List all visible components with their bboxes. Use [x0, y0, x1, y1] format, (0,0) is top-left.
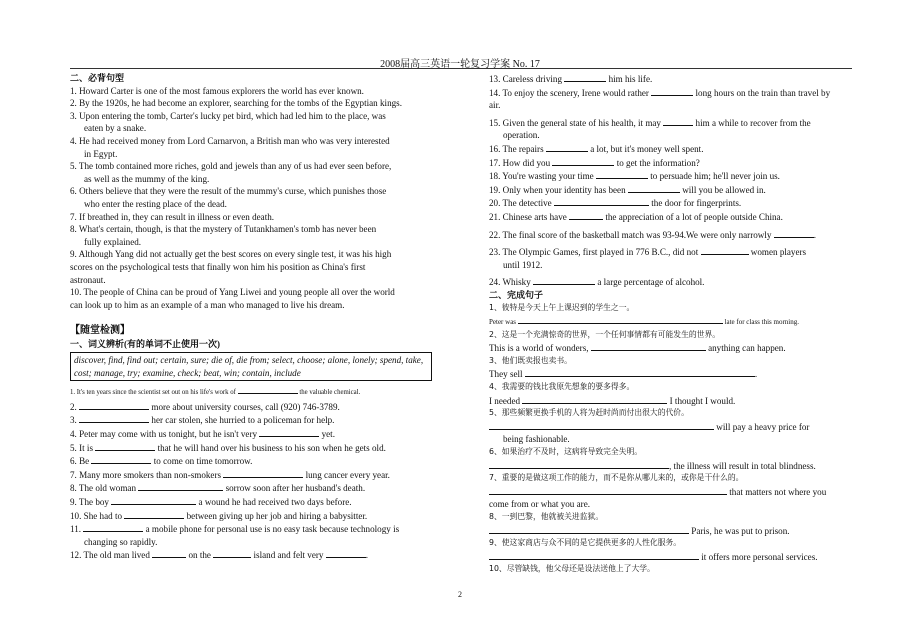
item-18: 18. You're wasting your time to persuade him; he'll never join us.: [489, 171, 780, 182]
answer-blank[interactable]: [79, 413, 149, 423]
answer-blank[interactable]: [489, 485, 727, 495]
trans-9-zh: 9、使这家商店与众不同的是它提供更多的人性化服务。: [489, 538, 682, 548]
sentence-4-cont: in Egypt.: [84, 148, 118, 159]
trans-2-en: This is a world of wonders, anything can happen.: [489, 343, 786, 354]
page-number: 2: [458, 590, 462, 599]
trans-4-zh: 4、我需要的钱比我原先想象的要多得多。: [489, 382, 635, 392]
trans-8-zh: 8、一到巴黎，他就被关进监狱。: [489, 512, 604, 521]
item-9: 9. The boy a wound he had received two days before.: [70, 497, 352, 508]
trans-1-en: Peter was late for class this morning.: [489, 314, 853, 329]
answer-blank[interactable]: [124, 509, 184, 519]
item-24: 24. Whisky a large percentage of alcohol.: [489, 277, 705, 288]
sentence-3: 3. Upon entering the tomb, Carter's lucky pet bird, which had led him to the place, was: [70, 110, 386, 121]
answer-blank[interactable]: [152, 548, 186, 558]
sentence-7: 7. If breathed in, they can result in illness or even death.: [70, 211, 275, 222]
answer-blank[interactable]: [489, 524, 689, 534]
item-20: 20. The detective the door for fingerprints.: [489, 198, 742, 209]
page-header: 2008届高三英语一轮复习学案 No. 17: [380, 59, 540, 70]
answer-blank[interactable]: [554, 196, 649, 206]
item-23: 23. The Olympic Games, first played in 776 B.C., did not women players: [489, 247, 807, 258]
item-6: 6. Be to come on time tomorrow.: [70, 456, 253, 467]
sentence-3-cont: eaten by a snake.: [84, 123, 147, 134]
sentence-8: 8. What's certain, though, is that the mystery of Tutankhamen's tomb has never been: [70, 224, 377, 235]
answer-blank[interactable]: [546, 142, 588, 152]
answer-blank[interactable]: [774, 228, 814, 238]
item-15-cont: operation.: [503, 130, 540, 141]
item-8: 8. The old woman sorrow soon after her husband's death.: [70, 483, 366, 494]
item-21: 21. Chinese arts have the appreciation of a lot of people outside China.: [489, 211, 783, 222]
vocab-box: discover, find, find out; certain, sure; die of, die from; select, choose; alone, lonely; spend, take, cost; manage, try; examine, check; beat, win; contain, include: [70, 352, 432, 381]
sentence-5-cont: as well as the mummy of the king.: [84, 173, 210, 184]
item-11: 11. a mobile phone for personal use is no easy task because technology is: [70, 524, 400, 535]
trans-5-en-cont: being fashionable.: [503, 434, 570, 445]
sentence-6-cont: who enter the resting place of the dead.: [84, 198, 227, 209]
trans-9-en: it offers more personal services.: [489, 550, 853, 564]
trans-2-zh: 2、这是一个充满惊奇的世界，一个任何事情都有可能发生的世界。: [489, 329, 721, 339]
item-22: 22. The final score of the basketball match was 93-94.We were only narrowly .: [489, 229, 816, 240]
item-14: 14. To enjoy the scenery, Irene would rather long hours on the train than travel by: [489, 87, 831, 98]
item-19: 19. Only when your identity has been will you be allowed in.: [489, 184, 766, 195]
answer-blank[interactable]: [489, 420, 714, 430]
sentence-9-cont: scores on the psychological tests that finally won him his position as China's first: [70, 261, 366, 272]
answer-blank[interactable]: [111, 495, 196, 505]
answer-blank[interactable]: [701, 245, 749, 255]
header-rule: [70, 68, 852, 69]
trans-10-zh: 10、尽管缺钱，他父母还是设法送他上了大学。: [489, 564, 655, 574]
item-3: 3. her car stolen, she hurried to a policeman for help.: [70, 415, 335, 426]
left-column: [70, 72, 432, 562]
answer-blank[interactable]: [91, 454, 151, 464]
answer-blank[interactable]: [223, 468, 303, 478]
sentence-9-cont2: astronaut.: [70, 274, 106, 285]
item-2: 2. more about university courses, call (920) 746-3789.: [70, 401, 340, 412]
answer-blank[interactable]: [591, 341, 706, 351]
section-title-complete: 二、完成句子: [489, 289, 544, 300]
item-4: 4. Peter may come with us tonight, but he isn't very yet.: [70, 429, 335, 440]
answer-blank[interactable]: [663, 116, 693, 126]
sentence-10-cont: can look up to him as an example of a man who managed to live his dream.: [70, 299, 345, 310]
answer-blank[interactable]: [569, 210, 603, 220]
sentence-10: 10. The people of China can be proud of Yang Liwei and young people all over the world: [70, 287, 395, 298]
trans-3-en: They sell .: [489, 369, 758, 380]
answer-blank[interactable]: [489, 459, 669, 469]
item-23-cont: until 1912.: [503, 259, 543, 270]
item-17: 17. How did you to get the information?: [489, 157, 700, 168]
answer-blank[interactable]: [95, 441, 155, 451]
section-title-sentences: 二、必背句型: [70, 73, 125, 83]
sentence-6: 6. Others believe that they were the result of the mummy's curse, which punishes those: [70, 186, 387, 197]
sentence-9: 9. Although Yang did not actually get the best scores on every single test, it was his high: [70, 249, 392, 260]
answer-blank[interactable]: [596, 169, 648, 179]
trans-3-zh: 3、他们既卖报也卖书。: [489, 355, 572, 365]
answer-blank[interactable]: [522, 394, 667, 404]
trans-5-en: will pay a heavy price for: [489, 420, 853, 434]
trans-8-en: Paris, he was put to prison.: [489, 524, 853, 538]
trans-6-zh: 6、如果治疗不及时，这病将导致完全失明。: [489, 447, 643, 457]
sentence-5: 5. The tomb contained more riches, gold and jewels than any of us had ever seen before,: [70, 161, 392, 172]
sentence-4: 4. He had received money from Lord Carnarvon, a British man who was very interested: [70, 135, 390, 146]
item-11-cont: changing so rapidly.: [84, 536, 158, 547]
item-10: 10. She had to between giving up her job and hiring a babysitter.: [70, 510, 368, 521]
answer-blank[interactable]: [518, 314, 723, 324]
answer-blank[interactable]: [138, 481, 223, 491]
item-13: 13. Careless driving him his life.: [489, 74, 653, 84]
answer-blank[interactable]: [533, 275, 595, 285]
sentence-8-cont: fully explained.: [84, 236, 142, 247]
answer-blank[interactable]: [628, 183, 680, 193]
right-column: [489, 72, 853, 576]
answer-blank[interactable]: [79, 400, 149, 410]
sentence-2: 2. By the 1920s, he had become an explorer, searching for the tombs of the Egyptian kings.: [70, 98, 402, 109]
trans-1-zh: 1、彼特是今天上午上课迟到的学生之一。: [489, 302, 635, 312]
item-14-cont: air.: [489, 100, 501, 111]
item-15: 15. Given the general state of his health, it may him a while to recover from the: [489, 117, 811, 128]
item-1: 1. It's ten years since the scientist set out on his life's work of the valuable chemical.: [70, 384, 432, 400]
vocab-title: 一、词义辨析(有的单词不止使用一次): [70, 338, 220, 349]
trans-4-en: I needed I thought I would.: [489, 395, 736, 406]
trans-7-zh: 7、重要的是做这项工作的能力，而不是你从哪儿来的，或你是干什么的。: [489, 473, 744, 483]
item-16: 16. The repairs a lot, but it's money well spent.: [489, 143, 704, 154]
item-7: 7. Many more smokers than non-smokers lung cancer every year.: [70, 469, 390, 480]
answer-blank[interactable]: [213, 548, 251, 558]
test-title: 【随堂检测】: [70, 325, 130, 337]
trans-7-en: that matters not where you: [489, 485, 853, 499]
answer-blank[interactable]: [564, 72, 606, 82]
answer-blank[interactable]: [651, 86, 693, 96]
answer-blank[interactable]: [238, 384, 298, 394]
answer-blank[interactable]: [259, 427, 319, 437]
answer-blank[interactable]: [83, 522, 143, 532]
answer-blank[interactable]: [525, 367, 755, 377]
answer-blank[interactable]: [552, 156, 614, 166]
trans-5-zh: 5、那些频繁更换手机的人将为赶时尚而付出很大的代价。: [489, 408, 689, 418]
trans-6-en: , the illness will result in total blindness.: [489, 459, 853, 473]
item-12: 12. The old man lived on the island and felt very .: [70, 550, 369, 561]
answer-blank[interactable]: [326, 548, 366, 558]
sentence-1: 1. Howard Carter is one of the most famous explorers the world has ever known.: [70, 85, 364, 96]
item-5: 5. It is that he will hand over his business to his son when he gets old.: [70, 442, 386, 453]
answer-blank[interactable]: [489, 550, 699, 560]
trans-7-en-cont: come from or what you are.: [489, 499, 591, 510]
